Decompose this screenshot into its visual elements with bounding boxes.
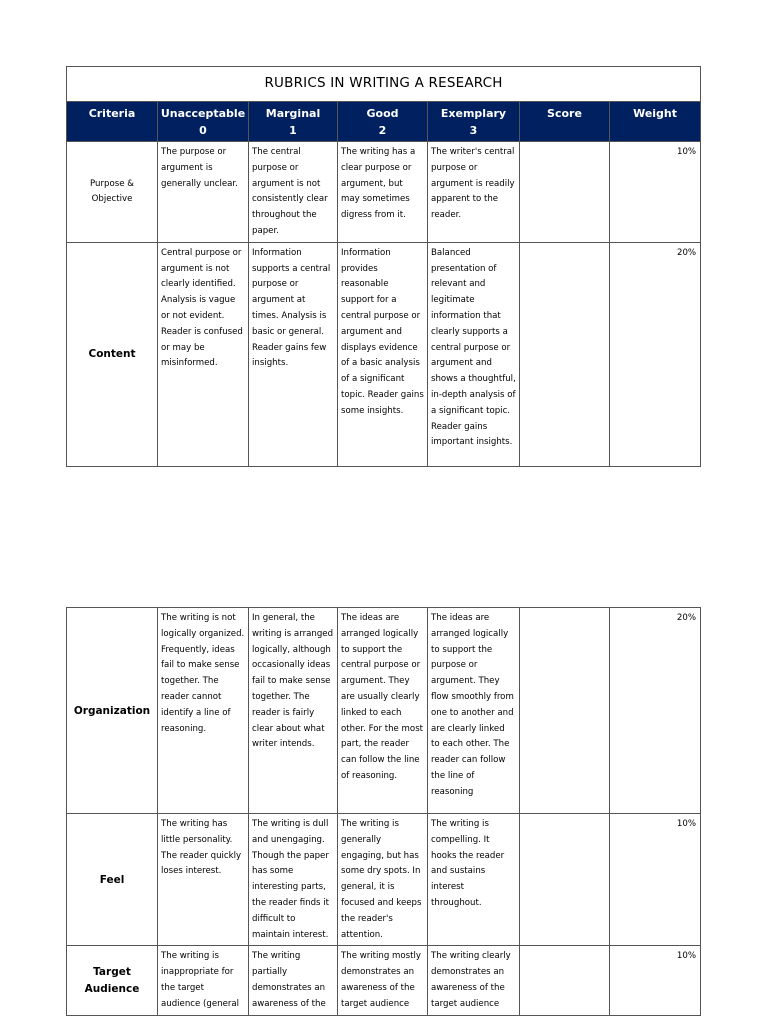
table-row [67,814,701,946]
table-row [67,142,701,243]
criteria-cell: Target Audience [67,946,158,1015]
exemplary-cell: The writer's central purpose or argument is readily apparent to the reader. [428,142,520,243]
good-cell: The ideas are arranged logically to support the central purpose or argument. They are usually clearly linked to each other. For the most part, the reader can follow the line of reasoning. [338,608,428,814]
header-marginal-label: Marginal [265,107,321,120]
good-cell: The writing is generally engaging, but has some dry spots. In general, it is focused and keeps the reader's attention. [338,814,428,946]
score-cell[interactable] [520,608,610,814]
score-cell[interactable] [520,242,610,466]
header-criteria-label: Criteria [88,107,136,120]
criteria-cell: Feel [67,814,158,946]
good-cell: The writing has a clear purpose or argument, but may sometimes digress from it. [338,142,428,243]
score-cell[interactable] [520,814,610,946]
header-marginal-points: 1 [289,124,297,137]
marginal-cell: Information supports a central purpose or argument at times. Analysis is basic or general. Reader gains few insights. [249,242,338,466]
score-cell[interactable] [520,946,610,1015]
header-exemplary [428,102,520,142]
table-row [67,608,701,814]
unacceptable-cell: The purpose or argument is generally unclear. [158,142,249,243]
header-marginal [249,102,338,142]
exemplary-cell: Balanced presentation of relevant and legitimate information that clearly supports a central purpose or argument and shows a thoughtful, in-depth analysis of a significant topic. Reader gains important insights. [428,242,520,466]
good-cell: Information provides reasonable support for a central purpose or argument and displays evidence of a basic analysis of a significant topic. Reader gains some insights. [338,242,428,466]
weight-cell: 10% [610,814,701,946]
exemplary-cell: The writing clearly demonstrates an awareness of the target audience [428,946,520,1015]
header-criteria [67,102,158,142]
header-score-label: Score [547,107,582,120]
table-row [67,946,701,1015]
criteria-cell: Content [67,242,158,466]
weight-cell: 10% [610,142,701,243]
unacceptable-cell: The writing is not logically organized. Frequently, ideas fail to make sense together. The reader cannot identify a line of reasoning. [158,608,249,814]
rubric-table-part-2 [66,607,701,1016]
header-unacceptable [158,102,249,142]
table-row [67,242,701,466]
rubric-title: RUBRICS IN WRITING A RESEARCH [67,67,701,102]
weight-cell: 20% [610,242,701,466]
header-good-label: Good [366,107,399,120]
exemplary-cell: The ideas are arranged logically to support the purpose or argument. They flow smoothly from one to another and are clearly linked to each other. The reader can follow the line of reasoning [428,608,520,814]
header-weight [610,102,701,142]
criteria-cell: Organization [67,608,158,814]
good-cell: The writing mostly demonstrates an awareness of the target audience [338,946,428,1015]
unacceptable-cell: The writing has little personality. The reader quickly loses interest. [158,814,249,946]
header-good-points: 2 [378,124,387,137]
marginal-cell: The writing is dull and unengaging. Though the paper has some interesting parts, the reader finds it difficult to maintain interest. [249,814,338,946]
weight-cell: 20% [610,608,701,814]
header-good [338,102,428,142]
weight-cell: 10% [610,946,701,1015]
criteria-cell: Purpose & Objective [67,142,158,243]
header-unacceptable-label: Unacceptable [160,107,246,120]
header-weight-label: Weight [633,107,678,120]
header-score [520,102,610,142]
marginal-cell: The writing partially demonstrates an awareness of the [249,946,338,1015]
header-unacceptable-points: 0 [199,124,207,137]
marginal-cell: In general, the writing is arranged logically, although occasionally ideas fail to make sense together. The reader is fairly clear about what writer intends. [249,608,338,814]
header-exemplary-label: Exemplary [440,107,507,120]
unacceptable-cell: Central purpose or argument is not clearly identified. Analysis is vague or not evident. Reader is confused or may be misinformed. [158,242,249,466]
header-exemplary-points: 3 [469,124,478,137]
rubric-table-part-1 [66,66,701,467]
exemplary-cell: The writing is compelling. It hooks the reader and sustains interest throughout. [428,814,520,946]
unacceptable-cell: The writing is inappropriate for the target audience (general [158,946,249,1015]
score-cell[interactable] [520,142,610,243]
marginal-cell: The central purpose or argument is not consistently clear throughout the paper. [249,142,338,243]
header-row [67,102,701,142]
